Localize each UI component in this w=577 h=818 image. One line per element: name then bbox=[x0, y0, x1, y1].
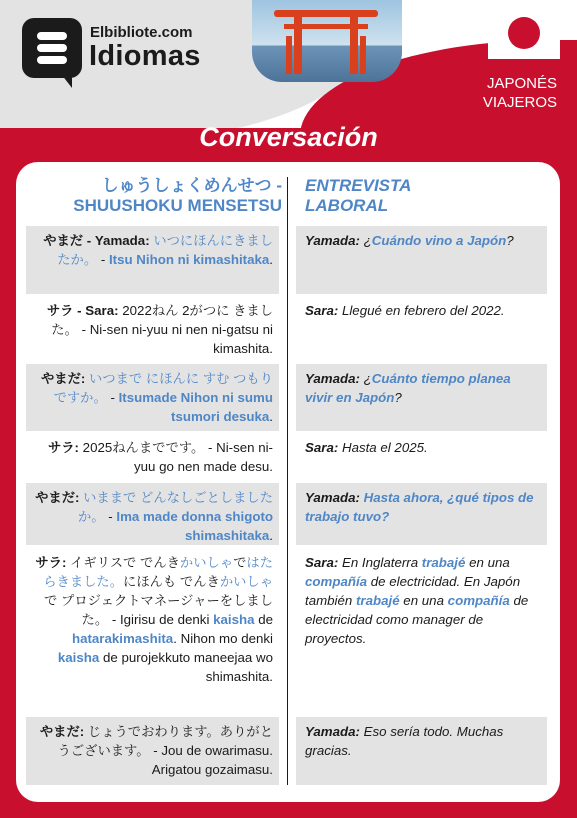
column-header-japanese-line-1: しゅうしょくめんせつ - bbox=[101, 176, 282, 195]
punctuation: . bbox=[269, 528, 273, 543]
speaker: サラ - Sara: bbox=[46, 303, 119, 318]
answer-text: . Nihon mo denki bbox=[173, 631, 273, 646]
japanese-line bbox=[26, 364, 279, 431]
answer-text: じょうでおわります。ありがとうございます。 - Jou de owarimasu. Arigatou gozaimasu. bbox=[57, 724, 273, 777]
answer-spanish: de electricidad como manager de proyectos. bbox=[305, 593, 529, 646]
japanese-line bbox=[26, 226, 279, 294]
japanese-line bbox=[26, 296, 279, 362]
keyword-kaisha-kana: かいしゃ bbox=[179, 555, 234, 570]
speaker: Sara: bbox=[305, 555, 339, 570]
answer-spanish: Eso sería todo. Muchas gracias. bbox=[305, 724, 504, 758]
spanish-line bbox=[296, 548, 547, 714]
course-line-2: VIAJEROS bbox=[482, 94, 557, 111]
keyword-kaisha-kana: かいしゃ bbox=[219, 574, 273, 589]
answer-text: de bbox=[254, 612, 273, 627]
keyword-hataraku-romaji: hatarakimashita bbox=[71, 631, 174, 646]
question-kana: いつにほんにきましたか。 bbox=[57, 233, 273, 267]
answer-text: de purojekkuto maneejaa wo shimashita. bbox=[99, 650, 273, 684]
dialogue-row bbox=[16, 548, 560, 714]
punctuation: ¿ bbox=[359, 233, 372, 248]
spanish-line bbox=[296, 364, 547, 431]
speaker: やまだ - Yamada: bbox=[43, 233, 150, 248]
course-label bbox=[483, 74, 557, 112]
spanish-line bbox=[296, 226, 547, 294]
keyword-trabaje: trabajé bbox=[421, 555, 466, 570]
answer-text: 2025ねんまでです。 - Ni-sen ni-yuu go nen made desu. bbox=[78, 440, 273, 474]
brand-name: Idiomas bbox=[89, 40, 201, 72]
japanese-line bbox=[26, 548, 279, 714]
keyword-compania: compañía bbox=[447, 593, 510, 608]
punctuation: . bbox=[269, 252, 273, 267]
punctuation: ? bbox=[506, 233, 514, 248]
answer-text: にほんも でんき bbox=[123, 574, 220, 589]
question-spanish: Cuándo vino a Japón bbox=[371, 233, 507, 248]
column-header-spanish-line-2: LABORAL bbox=[305, 196, 389, 215]
question-romaji: Itsumade Nihon ni sumu tsumori desuka bbox=[118, 390, 273, 424]
header bbox=[0, 0, 577, 128]
speaker: やまだ: bbox=[35, 490, 80, 505]
keyword-kaisha-romaji: kaisha bbox=[57, 650, 100, 665]
japanese-line bbox=[26, 433, 279, 479]
speaker: Yamada: bbox=[305, 724, 360, 739]
speaker: サラ: bbox=[35, 555, 67, 570]
spanish-line bbox=[296, 296, 547, 362]
question-spanish: Cuánto tiempo planea vivir en Japón bbox=[305, 371, 511, 405]
column-divider bbox=[287, 177, 288, 785]
answer-text: イギリスで でんき bbox=[66, 555, 180, 570]
column-header-japanese bbox=[36, 176, 282, 216]
spanish-line bbox=[296, 483, 547, 545]
answer-text: で bbox=[233, 555, 247, 570]
speaker: Yamada: bbox=[305, 490, 360, 505]
punctuation: . bbox=[269, 409, 273, 424]
course-line-1: JAPONÉS bbox=[486, 75, 557, 92]
answer-spanish: en una bbox=[465, 555, 510, 570]
answer-spanish: Hasta el 2025. bbox=[338, 440, 428, 455]
answer-spanish: Llegué en febrero del 2022. bbox=[338, 303, 505, 318]
japanese-line bbox=[26, 483, 279, 545]
dialogue-row bbox=[16, 483, 560, 545]
torii-gate-photo bbox=[252, 0, 402, 82]
question-romaji: Itsu Nihon ni kimashitaka bbox=[108, 252, 270, 267]
spanish-line bbox=[296, 433, 547, 479]
speaker: Sara: bbox=[305, 303, 339, 318]
question-kana: いつまで にほんに すむ つもりですか。 bbox=[53, 371, 273, 405]
answer-spanish: de electricidad. En Japón también bbox=[305, 574, 521, 608]
separator: - bbox=[97, 252, 109, 267]
question-kana: いままで どんなしごとしましたか。 bbox=[77, 490, 273, 524]
answer-text: で プロジェクトマネージャーをしました。 - Igirisu de denki bbox=[44, 593, 273, 627]
separator: - bbox=[104, 509, 117, 524]
dialogue-row bbox=[16, 364, 560, 431]
speaker: やまだ: bbox=[39, 724, 85, 739]
column-header-spanish bbox=[305, 176, 545, 216]
keyword-kaisha-romaji: kaisha bbox=[213, 612, 255, 627]
separator: - bbox=[106, 390, 119, 405]
speaker: Yamada: bbox=[305, 233, 360, 248]
conversation-card bbox=[16, 162, 560, 802]
column-header-japanese-line-2: SHUUSHOKU MENSETSU bbox=[73, 196, 282, 215]
dialogue-row bbox=[16, 433, 560, 479]
dialogue-row bbox=[16, 296, 560, 362]
speaker: やまだ: bbox=[41, 371, 86, 386]
dialogue-row bbox=[16, 226, 560, 294]
answer-spanish: En Inglaterra bbox=[338, 555, 422, 570]
section-title: Conversación bbox=[199, 122, 378, 152]
japanese-line bbox=[26, 717, 279, 785]
answer-spanish: en una bbox=[399, 593, 448, 608]
column-header-spanish-line-1: ENTREVISTA bbox=[305, 176, 412, 195]
punctuation: ¿ bbox=[359, 371, 372, 386]
japan-flag-icon bbox=[488, 7, 560, 59]
speaker: Sara: bbox=[305, 440, 339, 455]
speaker: サラ: bbox=[47, 440, 79, 455]
answer-text: 2022ねん 2がつに きました。 - Ni-sen ni-yuu ni nen ni-gatsu ni kimashita. bbox=[51, 303, 273, 356]
keyword-trabaje: trabajé bbox=[356, 593, 400, 608]
speech-bubble-logo-icon bbox=[22, 18, 82, 78]
keyword-compania: compañía bbox=[305, 574, 368, 589]
spanish-line bbox=[296, 717, 547, 785]
punctuation: ? bbox=[394, 390, 402, 405]
question-romaji: Ima made donna shigoto shimashitaka bbox=[116, 509, 273, 543]
speaker: Yamada: bbox=[305, 371, 360, 386]
dialogue-row bbox=[16, 717, 560, 785]
question-spanish: Hasta ahora, ¿qué tipos de trabajo tuvo? bbox=[305, 490, 534, 524]
keyword-hataraku-kana: はたらきました。 bbox=[43, 555, 273, 589]
brand-site: Elbibliote.com bbox=[90, 24, 193, 41]
